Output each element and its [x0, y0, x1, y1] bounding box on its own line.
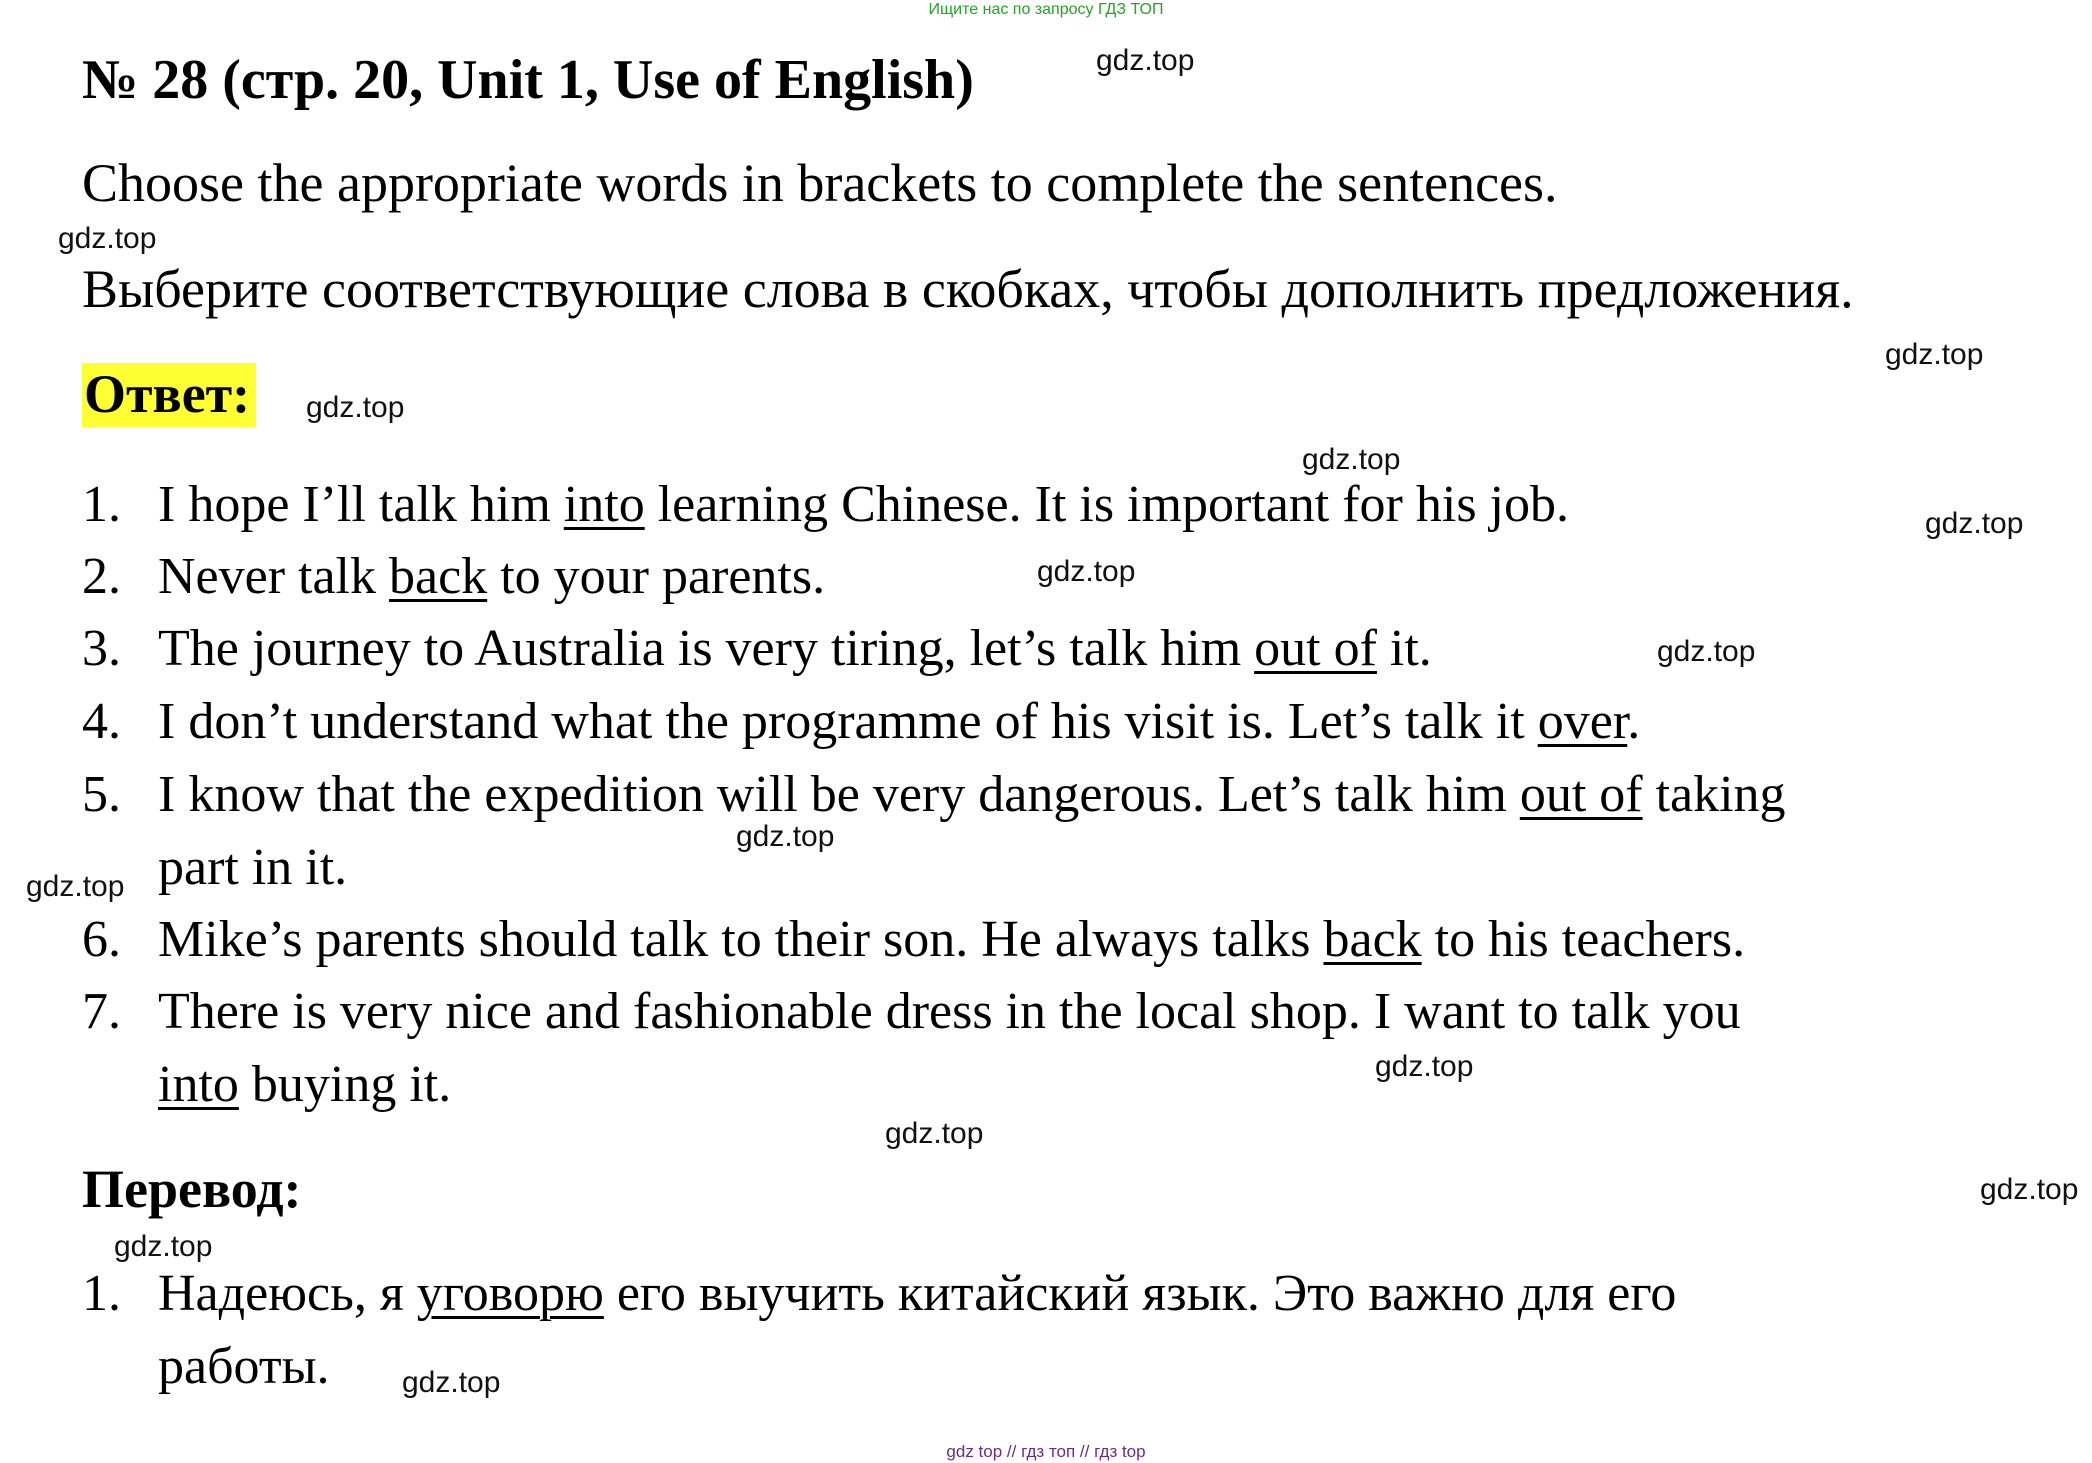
watermark: gdz.top	[1037, 555, 1136, 588]
answer-word: into	[563, 476, 645, 533]
watermark: gdz.top	[1980, 1173, 2079, 1206]
answer-item	[82, 685, 1640, 758]
answer-word: back	[1323, 911, 1422, 968]
answer-word: over	[1537, 693, 1628, 750]
item-text: The journey to Australia is very tiring, let’s talk him	[158, 620, 1255, 677]
item-continuation	[158, 1048, 451, 1121]
watermark: gdz.top	[885, 1117, 984, 1150]
item-continuation: работы.	[158, 1338, 330, 1395]
item-number: 2.	[82, 548, 121, 605]
watermark: gdz.top	[58, 222, 157, 255]
watermark: gdz.top	[1096, 44, 1195, 77]
item-number: 3.	[82, 620, 121, 677]
watermark: gdz.top	[1925, 507, 2024, 540]
watermark: gdz.top	[1302, 443, 1401, 476]
watermark: gdz.top	[26, 870, 125, 903]
item-text: it.	[1376, 620, 1432, 677]
item-text: learning Chinese. It is important for his job.	[644, 476, 1569, 533]
answer-item	[82, 758, 1786, 831]
answer-item	[82, 903, 1745, 976]
item-continuation: part in it.	[158, 839, 348, 896]
item-text: его выучить китайский язык. Это важно для его	[603, 1265, 1677, 1322]
item-text: There is very nice and fashionable dress in the local shop. I want to talk you	[158, 983, 1741, 1040]
item-text: Never talk	[158, 548, 390, 605]
instruction-en: Choose the appropriate words in brackets to complete the sentences.	[82, 153, 1558, 213]
item-text: to his teachers.	[1421, 911, 1746, 968]
item-text: to your parents.	[487, 548, 826, 605]
item-text: I don’t understand what the programme of his visit is. Let’s talk it	[158, 693, 1538, 750]
watermark: gdz.top	[402, 1366, 501, 1399]
item-text: I hope I’ll talk him	[158, 476, 564, 533]
answer-item	[82, 612, 1432, 685]
answer-word: back	[389, 548, 488, 605]
item-text: I know that the expedition will be very dangerous. Let’s talk him	[158, 766, 1520, 823]
answer-word: out of	[1519, 766, 1643, 823]
watermark: gdz.top	[1657, 635, 1756, 668]
item-number: 5.	[82, 766, 121, 823]
answer-item	[82, 540, 825, 613]
watermark: gdz.top	[1375, 1050, 1474, 1083]
answer-word: into	[158, 1056, 239, 1113]
top-banner: Ищите нас по запросу ГДЗ ТОП	[928, 1, 1164, 18]
answer-word: out of	[1254, 620, 1377, 677]
item-text: buying it.	[238, 1056, 452, 1113]
footer-watermark: gdz top // гдз топ // гдз top	[946, 1442, 1146, 1461]
item-number: 4.	[82, 693, 121, 750]
item-text: taking	[1642, 766, 1786, 823]
instruction-ru: Выберите соответствующие слова в скобках, чтобы дополнить предложения.	[82, 259, 1854, 319]
answer-word: уговорю	[416, 1265, 604, 1322]
item-number: 6.	[82, 911, 121, 968]
item-text: Mike’s parents should talk to their son. He always talks	[158, 911, 1324, 968]
page-title: № 28 (стр. 20, Unit 1, Use of English)	[82, 49, 974, 111]
watermark: gdz.top	[1885, 338, 1984, 371]
watermark: gdz.top	[736, 820, 835, 853]
item-number: 1.	[82, 476, 121, 533]
watermark: gdz.top	[114, 1230, 213, 1263]
translation-item	[82, 1257, 1676, 1330]
item-text: .	[1627, 693, 1641, 750]
translation-heading: Перевод:	[82, 1159, 302, 1219]
item-number: 7.	[82, 983, 121, 1040]
answer-item	[82, 468, 1569, 541]
answer-heading: Ответ:	[82, 363, 256, 427]
item-text: Надеюсь, я	[158, 1265, 417, 1322]
item-number: 1.	[82, 1265, 121, 1322]
watermark: gdz.top	[306, 391, 405, 424]
answer-item	[82, 975, 1741, 1048]
